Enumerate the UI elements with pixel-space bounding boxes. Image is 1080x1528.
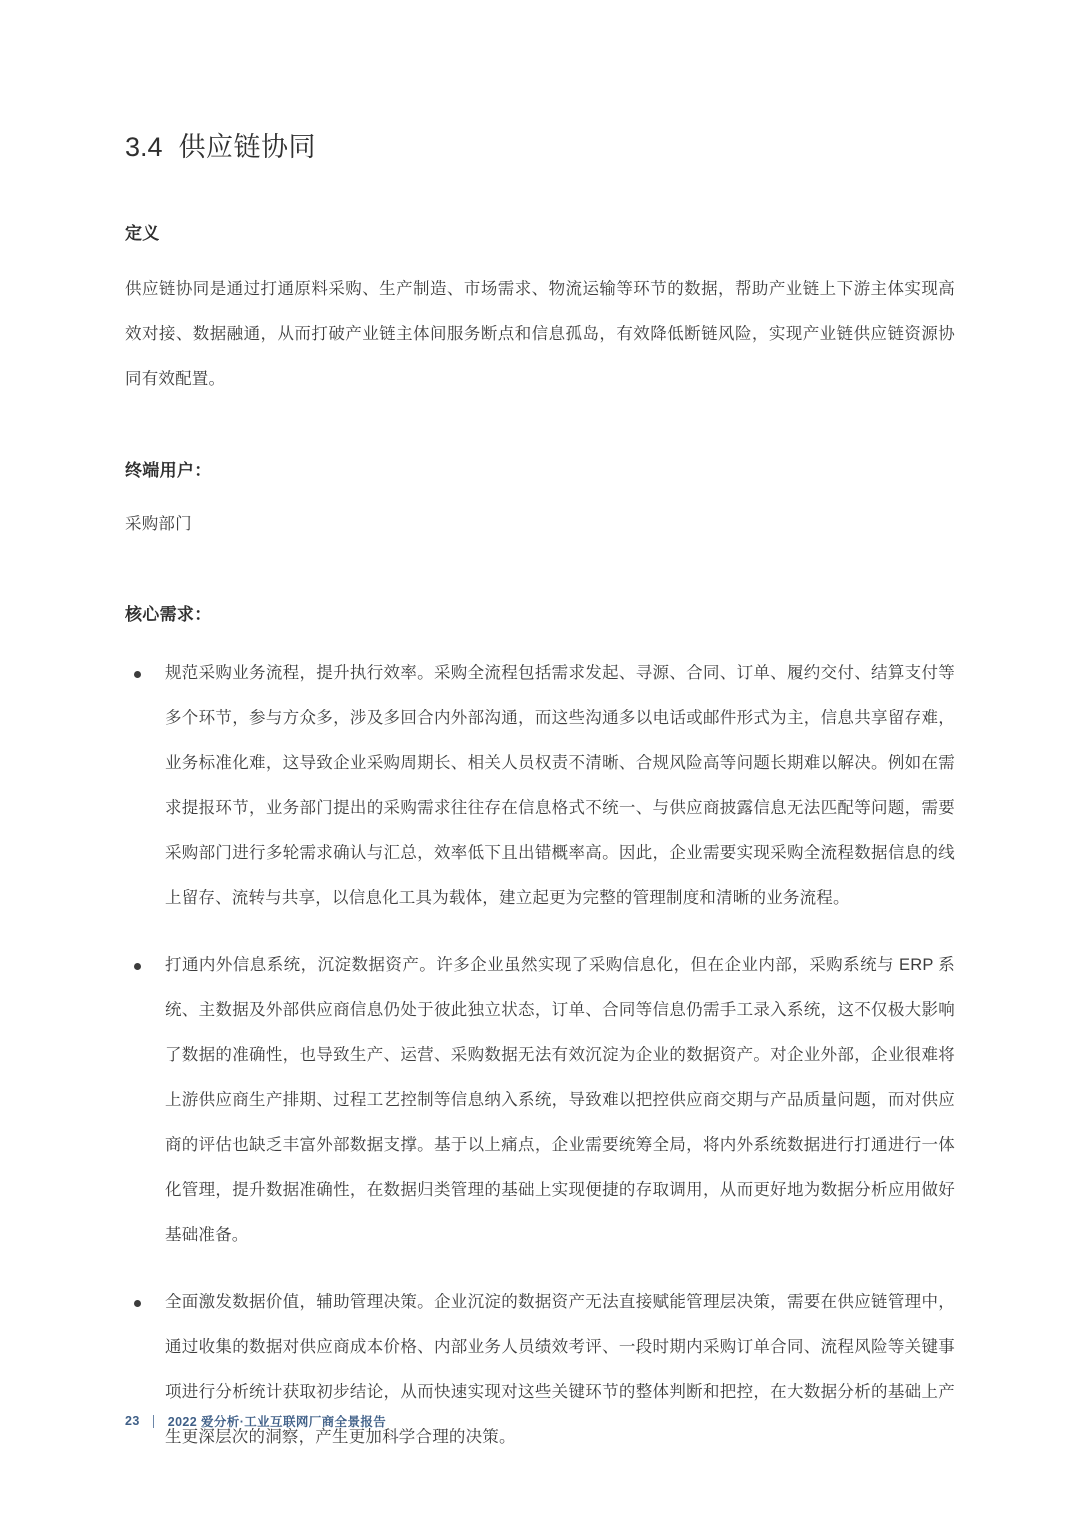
heading-definition: 定义 xyxy=(125,224,160,244)
page-content xyxy=(125,0,955,1460)
footer-page-number: 23 xyxy=(125,1414,140,1428)
bullet-point-icon xyxy=(134,671,141,678)
list-item-text: 打通内外信息系统，沉淀数据资产。许多企业虽然实现了采购信息化，但在企业内部，采购系统与 ERP 系统、主数据及外部供应商信息仍处于彼此独立状态，订单、合同等信息仍需手工录入系统，这不仅极大影响了数据的准确性，也导致生产、运营、采购数据无法有效沉淀为企业的数据资产。对企业外部，企业很难将上游供应商生产排期、过程工艺控制等信息纳入系统，导致难以把控供应商交期与产品质量问题，而对供应商的评估也缺乏丰富外部数据支撑。基于以上痛点，企业需要统筹全局，将内外系统数据进行打通进行一体化管理，提升数据准确性，在数据归类管理的基础上实现便捷的存取调用，从而更好地为数据分析应用做好基础准备。 xyxy=(165,955,955,1244)
page-title xyxy=(125,0,955,165)
list-item-text: 规范采购业务流程，提升执行效率。采购全流程包括需求发起、寻源、合同、订单、履约交付、结算支付等多个环节，参与方众多，涉及多回合内外部沟通，而这些沟通多以电话或邮件形式为主，信息共享留存难，业务标准化难，这导致企业采购周期长、相关人员权责不清晰、合规风险高等问题长期难以解决。例如在需求提报环节，业务部门提出的采购需求往往存在信息格式不统一、与供应商披露信息无法匹配等问题，需要采购部门进行多轮需求确认与汇总，效率低下且出错概率高。因此，企业需要实现采购全流程数据信息的线上留存、流转与共享，以信息化工具为载体，建立起更为完整的管理制度和清晰的业务流程。 xyxy=(165,663,955,907)
heading-end-user: 终端用户： xyxy=(125,461,212,481)
list-item xyxy=(125,943,955,1258)
section-number: 3.4 xyxy=(125,132,163,162)
list-item xyxy=(125,651,955,921)
heading-core-needs: 核心需求： xyxy=(125,605,212,625)
footer-report-title: 2022 爱分析·工业互联网厂商全景报告 xyxy=(167,1415,387,1429)
definition-paragraph: 供应链协同是通过打通原料采购、生产制造、市场需求、物流运输等环节的数据，帮助产业链上下游主体实现高效对接、数据融通，从而打破产业链主体间服务断点和信息孤岛，有效降低断链风险，实现产业链供应链资源协同有效配置。 xyxy=(125,280,955,389)
core-needs-list xyxy=(125,651,955,1460)
footer-divider-icon xyxy=(153,1415,154,1428)
section-title-text: 供应链协同 xyxy=(178,132,317,162)
end-user-paragraph: 采购部门 xyxy=(125,515,192,534)
bullet-point-icon xyxy=(134,963,141,970)
list-item xyxy=(125,1280,955,1460)
page-footer xyxy=(125,1412,386,1430)
bullet-point-icon xyxy=(134,1300,141,1307)
list-item-text: 全面激发数据价值，辅助管理决策。企业沉淀的数据资产无法直接赋能管理层决策，需要在供应链管理中，通过收集的数据对供应商成本价格、内部业务人员绩效考评、一段时期内采购订单合同、流程风险等关键事项进行分析统计获取初步结论，从而快速实现对这些关键环节的整体判断和把控，在大数据分析的基础上产生更深层次的洞察，产生更加科学合理的决策。 xyxy=(165,1292,955,1446)
